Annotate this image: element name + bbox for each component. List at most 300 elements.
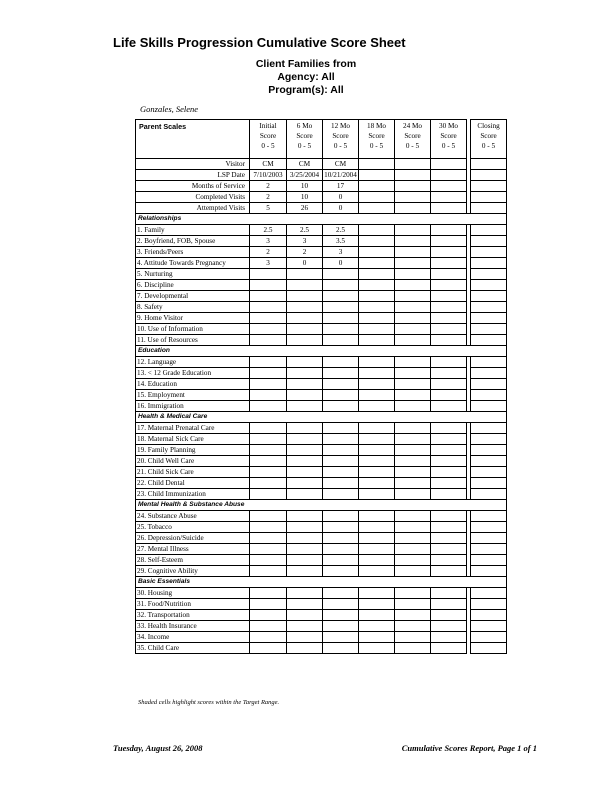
scale-label: 8. Safety (136, 302, 250, 313)
column-header-line: 0 - 5 (481, 142, 496, 150)
score-cell (359, 511, 395, 522)
meta-value: 10 (287, 192, 323, 203)
score-cell (471, 610, 507, 621)
score-cell (431, 313, 467, 324)
header-row (136, 120, 507, 159)
score-cell (250, 335, 287, 346)
meta-label: LSP Date (136, 170, 250, 181)
score-cell (323, 313, 359, 324)
column-header-line: Closing (477, 122, 500, 130)
score-row (136, 643, 507, 654)
scale-label: 22. Child Dental (136, 478, 250, 489)
score-cell (395, 313, 431, 324)
score-cell (431, 401, 467, 412)
category-title: Health & Medical Care (136, 412, 507, 423)
meta-value (359, 159, 395, 170)
meta-value: CM (250, 159, 287, 170)
meta-value (395, 192, 431, 203)
score-cell (359, 357, 395, 368)
score-cell (250, 456, 287, 467)
score-cell (359, 456, 395, 467)
category-row (136, 346, 507, 357)
score-cell (431, 489, 467, 500)
score-cell (359, 555, 395, 566)
score-cell (471, 467, 507, 478)
score-cell (323, 555, 359, 566)
score-cell (250, 632, 287, 643)
column-header (287, 120, 323, 159)
score-cell (395, 335, 431, 346)
column-header-line: Score (296, 132, 313, 140)
score-row (136, 368, 507, 379)
category-title: Basic Essentials (136, 577, 507, 588)
score-cell: 3.5 (323, 236, 359, 247)
score-cell (323, 478, 359, 489)
meta-value (395, 159, 431, 170)
score-cell (471, 643, 507, 654)
category-title: Relationships (136, 214, 507, 225)
column-header-line: 18 Mo (367, 122, 386, 130)
score-cell (471, 522, 507, 533)
score-cell (359, 522, 395, 533)
score-cell (250, 313, 287, 324)
meta-row (136, 203, 507, 214)
score-cell (431, 599, 467, 610)
score-cell (287, 588, 323, 599)
score-cell (471, 555, 507, 566)
score-cell (395, 566, 431, 577)
score-cell (431, 236, 467, 247)
score-cell (287, 478, 323, 489)
column-header (471, 120, 507, 159)
score-cell (471, 335, 507, 346)
score-cell (359, 258, 395, 269)
score-cell (395, 445, 431, 456)
scale-label: 15. Employment (136, 390, 250, 401)
score-cell (471, 456, 507, 467)
score-cell (431, 324, 467, 335)
score-cell (359, 544, 395, 555)
score-row (136, 335, 507, 346)
score-row (136, 478, 507, 489)
score-row (136, 544, 507, 555)
score-cell (250, 324, 287, 335)
column-header-line: 0 - 5 (261, 142, 275, 150)
score-cell (323, 280, 359, 291)
shading-note: Shaded cells highlight scores within the Target Range. (138, 699, 280, 706)
score-cell (431, 643, 467, 654)
score-cell (359, 390, 395, 401)
score-cell (471, 621, 507, 632)
score-cell (287, 379, 323, 390)
score-cell (323, 423, 359, 434)
meta-value (471, 159, 507, 170)
score-cell (431, 533, 467, 544)
score-row (136, 489, 507, 500)
meta-value: 3/25/2004 (287, 170, 323, 181)
score-cell (395, 610, 431, 621)
score-cell (323, 632, 359, 643)
score-cell (250, 489, 287, 500)
score-cell (395, 555, 431, 566)
score-cell (431, 225, 467, 236)
score-cell (250, 599, 287, 610)
score-cell (287, 533, 323, 544)
meta-value (395, 181, 431, 192)
score-cell (250, 544, 287, 555)
score-cell (250, 401, 287, 412)
score-row (136, 302, 507, 313)
score-cell (287, 368, 323, 379)
meta-value: 5 (250, 203, 287, 214)
scale-label: 30. Housing (136, 588, 250, 599)
score-cell (323, 511, 359, 522)
score-cell (395, 632, 431, 643)
scale-label: 2. Boyfriend, FOB, Spouse (136, 236, 250, 247)
scale-label: 19. Family Planning (136, 445, 250, 456)
score-cell (395, 269, 431, 280)
score-cell (287, 632, 323, 643)
score-cell (359, 368, 395, 379)
scale-label: 11. Use of Resources (136, 335, 250, 346)
scale-label: 26. Depression/Suicide (136, 533, 250, 544)
score-cell (471, 544, 507, 555)
client-name: Gonzales, Selene (140, 104, 199, 114)
scale-label: 17. Maternal Prenatal Care (136, 423, 250, 434)
score-cell (359, 599, 395, 610)
score-cell (431, 269, 467, 280)
score-cell (431, 588, 467, 599)
score-cell (359, 423, 395, 434)
score-cell (287, 269, 323, 280)
score-cell (471, 566, 507, 577)
category-title: Education (136, 346, 507, 357)
meta-value: 2 (250, 192, 287, 203)
score-row (136, 324, 507, 335)
score-cell (359, 489, 395, 500)
meta-value (431, 181, 467, 192)
score-cell (359, 401, 395, 412)
score-cell (323, 489, 359, 500)
score-row (136, 522, 507, 533)
score-cell (359, 445, 395, 456)
score-cell (359, 467, 395, 478)
score-cell (471, 390, 507, 401)
score-cell (395, 522, 431, 533)
score-cell (431, 247, 467, 258)
meta-value (395, 170, 431, 181)
score-row (136, 313, 507, 324)
meta-value (395, 203, 431, 214)
score-cell (287, 357, 323, 368)
score-cell (395, 258, 431, 269)
meta-row (136, 181, 507, 192)
score-cell (359, 269, 395, 280)
meta-value: 10 (287, 181, 323, 192)
score-cell (287, 489, 323, 500)
score-cell (250, 291, 287, 302)
scale-label: 34. Income (136, 632, 250, 643)
score-cell (359, 225, 395, 236)
score-cell (431, 544, 467, 555)
score-cell (323, 335, 359, 346)
column-header (250, 120, 287, 159)
column-header-line: Score (440, 132, 457, 140)
score-cell (323, 588, 359, 599)
score-cell (287, 291, 323, 302)
score-cell (395, 247, 431, 258)
scale-label: 31. Food/Nutrition (136, 599, 250, 610)
score-cell (250, 533, 287, 544)
column-header-line: 30 Mo (439, 122, 458, 130)
score-cell (287, 335, 323, 346)
score-cell (287, 390, 323, 401)
column-header-line: Initial (259, 122, 277, 130)
column-header-line: 6 Mo (296, 122, 313, 130)
score-cell (471, 368, 507, 379)
score-cell (250, 368, 287, 379)
column-header-line: 24 Mo (403, 122, 422, 130)
meta-value (359, 203, 395, 214)
score-cell (431, 335, 467, 346)
score-cell (250, 379, 287, 390)
score-cell (395, 368, 431, 379)
score-row (136, 401, 507, 412)
category-row (136, 214, 507, 225)
score-cell (287, 555, 323, 566)
meta-value: 17 (323, 181, 359, 192)
meta-value: 0 (323, 192, 359, 203)
score-cell (431, 423, 467, 434)
category-row (136, 500, 507, 511)
score-row (136, 247, 507, 258)
score-cell (431, 522, 467, 533)
score-cell (431, 610, 467, 621)
score-cell (287, 445, 323, 456)
score-cell (250, 434, 287, 445)
score-cell (250, 302, 287, 313)
score-cell (287, 621, 323, 632)
meta-value: 0 (323, 203, 359, 214)
meta-label: Attempted Visits (136, 203, 250, 214)
score-cell (395, 511, 431, 522)
meta-row (136, 192, 507, 203)
score-cell (323, 324, 359, 335)
score-cell (250, 390, 287, 401)
meta-value (471, 170, 507, 181)
score-row (136, 456, 507, 467)
scale-label: 6. Discipline (136, 280, 250, 291)
score-cell (395, 588, 431, 599)
column-header-line: 12 Mo (331, 122, 350, 130)
column-header-line: Score (368, 132, 385, 140)
score-cell (359, 643, 395, 654)
meta-value (431, 159, 467, 170)
score-cell (431, 258, 467, 269)
meta-value (471, 181, 507, 192)
score-cell (250, 357, 287, 368)
score-cell (395, 643, 431, 654)
score-cell (287, 544, 323, 555)
score-cell (395, 401, 431, 412)
score-cell: 3 (323, 247, 359, 258)
score-cell (395, 478, 431, 489)
meta-value (471, 203, 507, 214)
score-cell (431, 555, 467, 566)
score-cell (323, 302, 359, 313)
score-row (136, 236, 507, 247)
scale-label: 35. Child Care (136, 643, 250, 654)
scale-label: 21. Child Sick Care (136, 467, 250, 478)
score-cell (323, 390, 359, 401)
column-header-line: 0 - 5 (441, 142, 456, 150)
score-cell (471, 269, 507, 280)
score-row (136, 511, 507, 522)
footer-page: Cumulative Scores Report, Page 1 of 1 (401, 743, 537, 753)
scale-label: 32. Transportation (136, 610, 250, 621)
score-cell (395, 456, 431, 467)
score-cell (431, 511, 467, 522)
score-cell (471, 489, 507, 500)
score-cell (471, 280, 507, 291)
meta-value (359, 192, 395, 203)
score-cell (287, 566, 323, 577)
column-header-line: Score (332, 132, 349, 140)
score-cell (395, 291, 431, 302)
scale-label: 5. Nurturing (136, 269, 250, 280)
score-cell (287, 511, 323, 522)
score-cell (359, 291, 395, 302)
scale-label: 18. Maternal Sick Care (136, 434, 250, 445)
score-cell (359, 621, 395, 632)
score-cell (395, 599, 431, 610)
score-cell (250, 511, 287, 522)
score-cell (431, 291, 467, 302)
meta-label: Completed Visits (136, 192, 250, 203)
score-cell (359, 247, 395, 258)
meta-row (136, 159, 507, 170)
meta-label: Months of Service (136, 181, 250, 192)
score-row (136, 610, 507, 621)
score-cell (250, 566, 287, 577)
score-cell: 2 (250, 247, 287, 258)
score-cell (471, 511, 507, 522)
score-cell (287, 313, 323, 324)
category-title: Mental Health & Substance Abuse (136, 500, 507, 511)
column-header-line: 0 - 5 (333, 142, 348, 150)
score-cell (431, 434, 467, 445)
score-cell (359, 324, 395, 335)
score-cell (250, 280, 287, 291)
meta-value (359, 170, 395, 181)
scale-label: 28. Self-Esteem (136, 555, 250, 566)
score-cell: 3 (250, 258, 287, 269)
score-row (136, 269, 507, 280)
score-cell (287, 324, 323, 335)
scale-label: 4. Attitude Towards Pregnancy (136, 258, 250, 269)
score-cell (471, 258, 507, 269)
scale-label: 25. Tobacco (136, 522, 250, 533)
score-row (136, 280, 507, 291)
score-cell (471, 247, 507, 258)
scale-label: 14. Education (136, 379, 250, 390)
score-cell (395, 423, 431, 434)
column-header-line: 0 - 5 (369, 142, 384, 150)
score-cell (395, 489, 431, 500)
score-cell (323, 621, 359, 632)
score-cell (287, 522, 323, 533)
subtitle-client-families: Client Families from (255, 58, 357, 70)
score-cell (471, 423, 507, 434)
score-cell (471, 588, 507, 599)
meta-value: 7/10/2003 (250, 170, 287, 181)
score-cell (250, 643, 287, 654)
score-cell (323, 357, 359, 368)
score-cell (431, 632, 467, 643)
score-cell (395, 302, 431, 313)
score-cell (395, 324, 431, 335)
column-header (431, 120, 467, 159)
score-table (135, 119, 507, 654)
subtitle-programs: Program(s): All (268, 84, 344, 96)
score-cell (323, 566, 359, 577)
score-cell (359, 302, 395, 313)
score-row (136, 434, 507, 445)
score-row (136, 390, 507, 401)
score-cell (431, 302, 467, 313)
meta-row (136, 170, 507, 181)
scale-label: 7. Developmental (136, 291, 250, 302)
meta-value: CM (287, 159, 323, 170)
score-cell (250, 621, 287, 632)
score-cell: 3 (287, 236, 323, 247)
score-row (136, 423, 507, 434)
score-cell (287, 302, 323, 313)
column-header-line: Score (259, 132, 277, 140)
meta-value: 2 (250, 181, 287, 192)
score-cell (431, 445, 467, 456)
score-cell (395, 544, 431, 555)
meta-value (431, 192, 467, 203)
column-header (395, 120, 431, 159)
score-cell (471, 357, 507, 368)
score-cell (359, 632, 395, 643)
score-row (136, 225, 507, 236)
scale-label: 29. Cognitive Ability (136, 566, 250, 577)
footer-date: Tuesday, August 26, 2008 (113, 743, 203, 753)
parent-scales-header: Parent Scales (136, 120, 250, 159)
score-cell (323, 544, 359, 555)
score-row (136, 621, 507, 632)
score-cell (250, 445, 287, 456)
score-row (136, 445, 507, 456)
score-cell (471, 533, 507, 544)
score-row (136, 533, 507, 544)
scale-label: 27. Mental Illness (136, 544, 250, 555)
score-row (136, 291, 507, 302)
score-cell (323, 533, 359, 544)
score-cell (395, 280, 431, 291)
score-cell (431, 478, 467, 489)
score-row (136, 566, 507, 577)
score-cell (471, 236, 507, 247)
score-cell: 0 (323, 258, 359, 269)
score-cell (250, 269, 287, 280)
column-header-line: 0 - 5 (297, 142, 312, 150)
column-header-line: 0 - 5 (405, 142, 420, 150)
scale-label: 23. Child Immunization (136, 489, 250, 500)
scale-label: 1. Family (136, 225, 250, 236)
